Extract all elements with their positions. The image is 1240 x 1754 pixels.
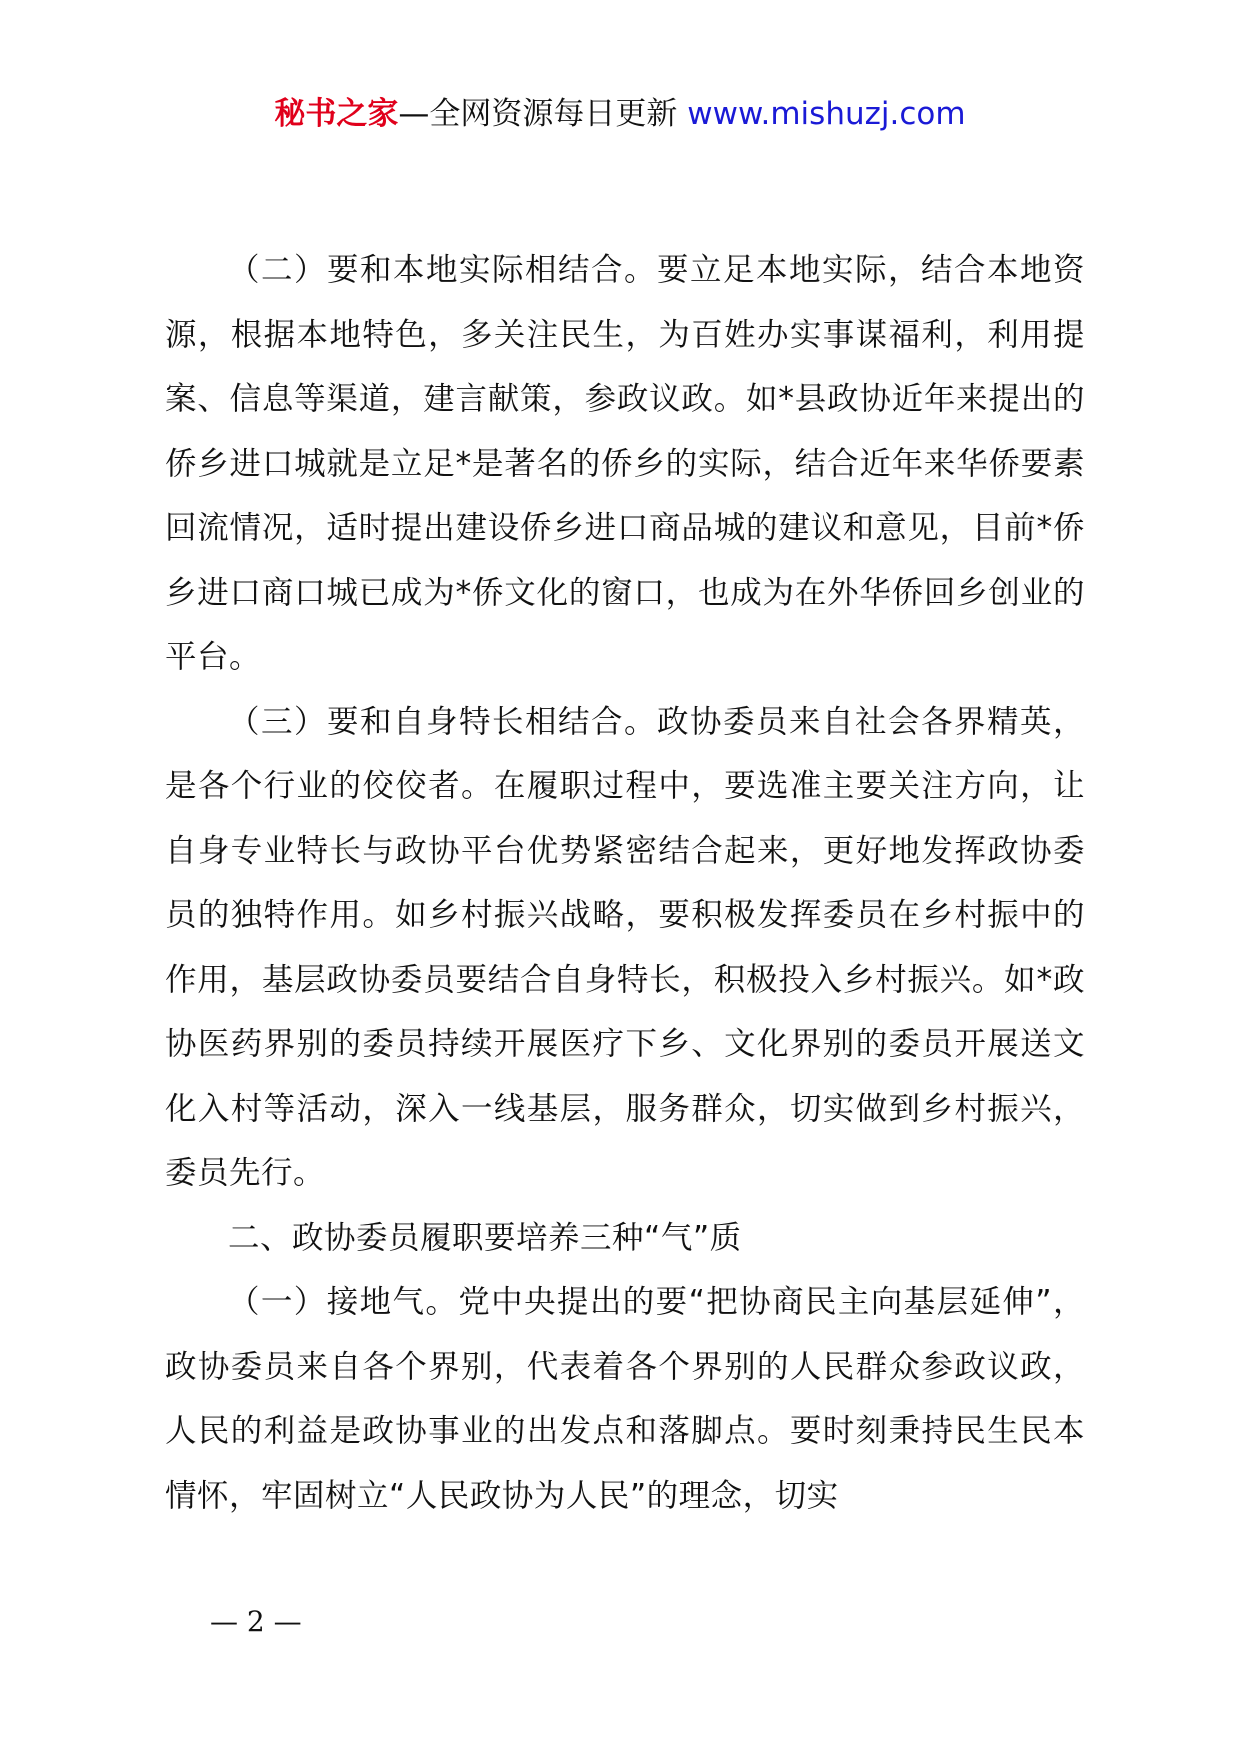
banner-tagline: —全网资源每日更新: [398, 96, 688, 132]
paragraph-grounded: （一）接地气。党中央提出的要“把协商民主向基层延伸”，政协委员来自各个界别，代表着各个界别的人民群众参政议政，人民的利益是政协事业的出发点和落脚点。要时刻秉持民生民本情怀，牢固树立“人民政协为人民”的理念，切实: [165, 1284, 1085, 1514]
document-body: [165, 238, 1085, 1528]
section-heading-three-qualities: 二、政协委员履职要培养三种“气”质: [228, 1219, 742, 1256]
site-url-link[interactable]: www.mishuzj.com: [687, 96, 966, 132]
page-number: — 2 —: [210, 1605, 302, 1638]
paragraph-local-reality: （二）要和本地实际相结合。要立足本地实际，结合本地资源，根据本地特色，多关注民生，为百姓办实事谋福利，利用提案、信息等渠道，建言献策，参政议政。如*县政协近年来提出的侨乡进口城就是立足*是著名的侨乡的实际，结合近年来华侨要素回流情况，适时提出建设侨乡进口商品城的建议和意见，目前*侨乡进口商口城已成为*侨文化的窗口，也成为在外华侨回乡创业的平台。: [165, 252, 1085, 675]
site-banner: [0, 92, 1240, 136]
paragraph-personal-strengths: （三）要和自身特长相结合。政协委员来自社会各界精英，是各个行业的佼佼者。在履职过程中，要选准主要关注方向，让自身专业特长与政协平台优势紧密结合起来，更好地发挥政协委员的独特作用。如乡村振兴战略，要积极发挥委员在乡村振中的作用，基层政协委员要结合自身特长，积极投入乡村振兴。如*政协医药界别的委员持续开展医疗下乡、文化界别的委员开展送文化入村等活动，深入一线基层，服务群众，切实做到乡村振兴，委员先行。: [165, 703, 1085, 1191]
brand-name: 秘书之家: [274, 96, 399, 132]
